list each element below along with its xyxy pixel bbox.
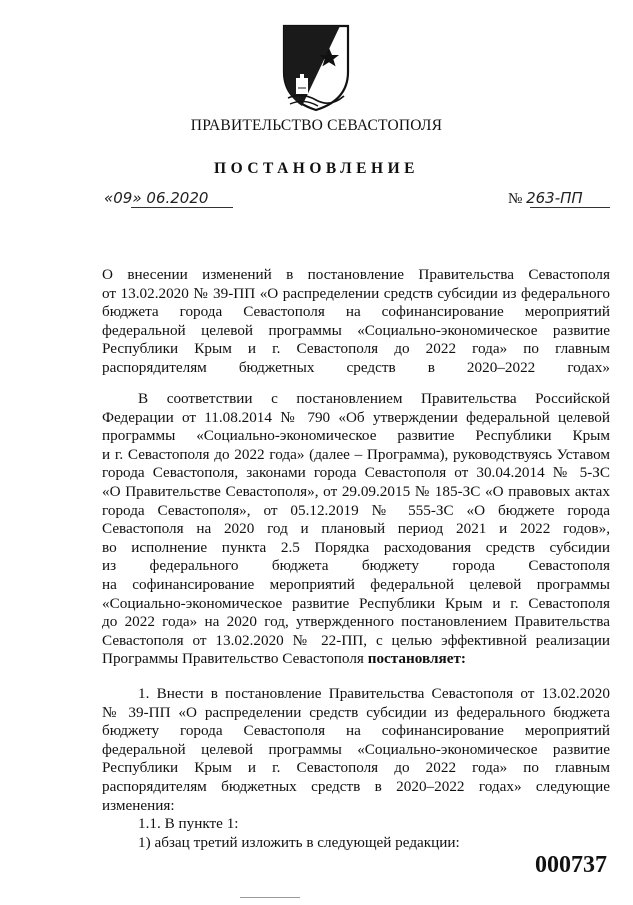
item-1-1-subitem: 1) абзац третий изложить в следующей редакции: xyxy=(138,833,460,851)
item-1-paragraph xyxy=(102,685,610,852)
item-1-1-heading: 1.1. В пункте 1: xyxy=(138,815,239,833)
subject-line: О внесении изменений в постановление Правительства Севастополя xyxy=(102,266,610,283)
date-open-quote: « xyxy=(104,189,114,207)
item-1-line: федеральной целевой программы «Социально-экономическое развитие xyxy=(102,740,610,758)
number-value: 263-ПП xyxy=(526,189,583,207)
date-month-year: 06.2020 xyxy=(146,189,209,207)
form-serial-number: 000737 xyxy=(535,852,607,878)
document-date xyxy=(104,189,208,207)
number-underline xyxy=(530,207,610,208)
preamble-line: города Севастополя», от 05.12.2019 № 555-ЗС «О бюджете города xyxy=(102,501,610,519)
subject-line: бюджета города Севастополя на софинансирование мероприятий xyxy=(102,303,610,321)
date-close-quote: » xyxy=(132,189,142,207)
item-1-line: бюджету города Севастополя на софинансирование мероприятий xyxy=(102,722,610,740)
item-1-line: Республики Крым и г. Севастополя до 2022 года» по главным xyxy=(102,759,610,777)
scan-artifact xyxy=(240,897,300,898)
preamble-line: на софинансирование мероприятий федеральной целевой программы xyxy=(102,575,610,593)
preamble-line: Федерации от 11.08.2014 № 790 «Об утверждении федеральной целевой xyxy=(102,408,610,426)
preamble-line: Севастополя от 13.02.2020 № 22-ПП, с целью эффективной реализации xyxy=(102,631,610,649)
decree-word: постановляет: xyxy=(367,650,466,668)
government-name: ПРАВИТЕЛЬСТВО СЕВАСТОПОЛЯ xyxy=(190,117,443,134)
subject-line: от 13.02.2020 № 39-ПП «О распределении средств субсидии из федерального xyxy=(102,284,610,302)
preamble-line: из федерального бюджета бюджету города Севастополя xyxy=(102,557,610,575)
document-number xyxy=(508,189,583,208)
preamble-line: и г. Севастополя до 2022 года» (далее – Программа), руководствуясь Уставом xyxy=(102,445,610,463)
item-1-line: распорядителям бюджетных средств в 2020–2022 годах» следующие xyxy=(102,777,610,795)
preamble-line: во исполнение пункта 2.5 Порядка расходования средств субсидии xyxy=(102,538,610,556)
date-day: 09 xyxy=(113,189,133,207)
subject-line: федеральной целевой программы «Социально-экономическое развитие xyxy=(102,321,610,339)
preamble-line: Севастополя на 2020 год и плановый период 2021 и 2022 годов», xyxy=(102,520,610,538)
document-type-title: ПОСТАНОВЛЕНИЕ xyxy=(214,160,419,177)
preamble-line: «О Правительстве Севастополя», от 29.09.2015 № 185-ЗС «О правовых актах xyxy=(102,482,610,500)
subject-line: распорядителям бюджетных средств в 2020–2022 годах» xyxy=(102,358,610,376)
item-1-line: № 39-ПП «О распределении средств субсидии из федерального бюджета xyxy=(102,703,610,721)
item-1-line: изменения: xyxy=(102,796,175,814)
preamble-line: до 2022 года» на 2020 год, утвержденного постановлением Правительства xyxy=(102,613,610,631)
subject-line: Республики Крым и г. Севастополя до 2022 года» по главным xyxy=(102,340,610,358)
preamble-last-text: Программы Правительство Севастополя xyxy=(102,650,364,668)
subject-block xyxy=(102,266,610,378)
preamble-paragraph xyxy=(102,390,610,669)
preamble-line: города Севастополя, законами города Севастополя от 30.04.2014 № 5-ЗС xyxy=(102,464,610,482)
preamble-line: программы «Социально-экономическое развитие Республики Крым xyxy=(102,427,610,445)
item-1-line: 1. Внести в постановление Правительства Севастополя от 13.02.2020 xyxy=(138,685,610,702)
preamble-line: В соответствии с постановлением Правительства Российской xyxy=(138,390,610,407)
preamble-last-line xyxy=(102,650,610,669)
date-underline xyxy=(131,207,233,208)
number-sign: № xyxy=(508,191,523,207)
preamble-line: «Социально-экономическое развитие Республики Крым и г. Севастополя xyxy=(102,594,610,612)
sevastopol-coat-of-arms-emblem xyxy=(278,20,354,112)
